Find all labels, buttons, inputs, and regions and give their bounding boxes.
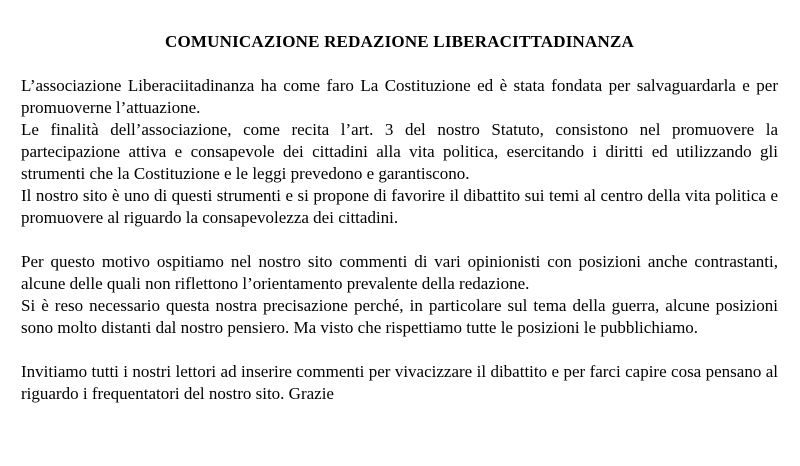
paragraph: Si è reso necessario questa nostra precisazione perché, in particolare sul tema della guerra, alcune posizioni sono molto distanti dal nostro pensiero. Ma visto che rispettiamo tutte le posizioni le pubblichiamo. xyxy=(21,296,778,337)
text-block-intro xyxy=(21,75,778,229)
document-title: COMUNICAZIONE REDAZIONE LIBERACITTADINANZA xyxy=(164,32,635,51)
text-block-invitation xyxy=(21,361,778,405)
paragraph: Invitiamo tutti i nostri lettori ad inserire commenti per vivacizzare il dibattito e per farci capire cosa pensano al riguardo i frequentatori del nostro sito. Grazie xyxy=(21,362,778,403)
paragraph: Le finalità dell’associazione, come recita l’art. 3 del nostro Statuto, consistono nel promuovere la partecipazione attiva e consapevole dei cittadini alla vita politica, esercitando i diritti ed utilizzando gli strumenti che la Costituzione e le leggi prevedono e garantiscono. xyxy=(21,120,778,183)
paragraph: Il nostro sito è uno di questi strumenti e si propone di favorire il dibattito sui temi al centro della vita politica e promuovere al riguardo la consapevolezza dei cittadini. xyxy=(21,186,778,227)
text-block-motivation xyxy=(21,251,778,339)
paragraph: Per questo motivo ospitiamo nel nostro sito commenti di vari opinionisti con posizioni anche contrastanti, alcune delle quali non riflettono l’orientamento prevalente della redazione. xyxy=(21,252,778,293)
paragraph: L’associazione Liberaciitadinanza ha come faro La Costituzione ed è stata fondata per salvaguardarla e per promuoverne l’attuazione. xyxy=(21,76,778,117)
